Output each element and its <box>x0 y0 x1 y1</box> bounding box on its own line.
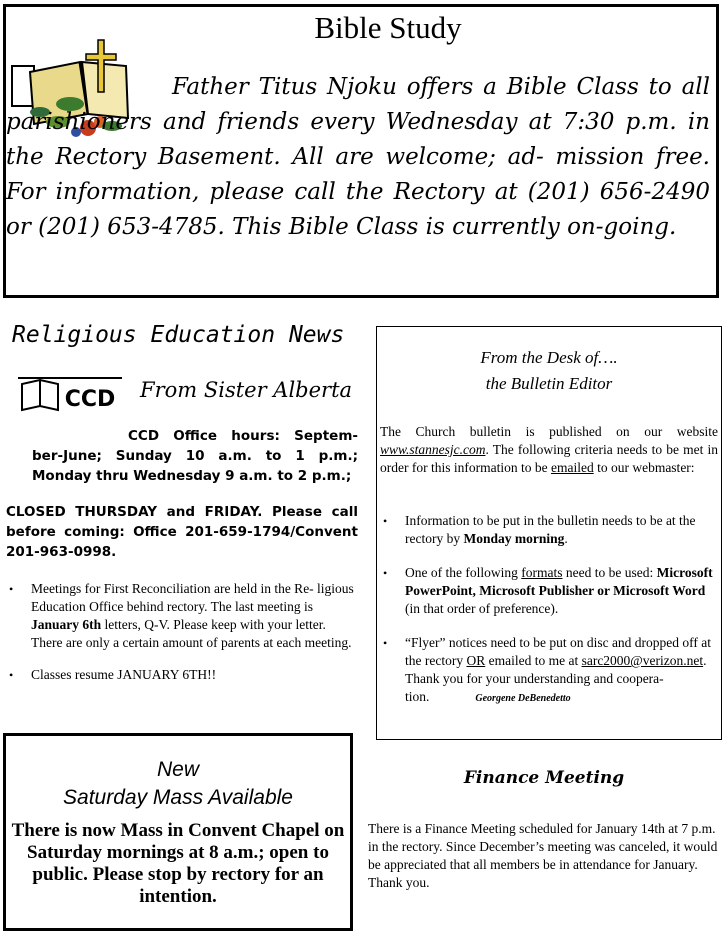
saturday-mass-heading-line1: New <box>156 758 199 781</box>
bible-study-text: Father Titus Njoku offers a Bible Class to all parishioners and friends every Wednesday at 7:30 p.m. in the Rectory Basement. All are welcome; ad- mission free. For information, please call the Rectory at (201) 656-2490 or (201) 653-4785. This Bible Class is currently on-going. <box>6 74 710 240</box>
signature: Georgene DeBenedetto <box>475 693 571 704</box>
email-link[interactable]: sarc2000@verizon.net <box>581 653 704 668</box>
religious-education-notes <box>6 580 358 698</box>
list-item: • “Flyer” notices need to be put on disc and dropped off at the rectory OR emailed to me at sarc2000@verizon.net. Thank you for your understanding and coopera- tion. Georgene DeBenedetto <box>380 634 718 708</box>
finance-meeting-text: There is a Finance Meeting scheduled for January 14th at 7 p.m. in the rectory. Since December’s meeting was canceled, it would be appreciated that all members be in attendance for January. Thank you. <box>368 821 718 890</box>
ccd-logo-text: CCD <box>64 387 116 412</box>
list-item: • Meetings for First Reconciliation are held in the Re- ligious Education Office behind rectory. The last meeting is January 6th letters, Q-V. Please keep with your letter. There are only a certain amount of parents at each meeting. <box>6 580 358 652</box>
website-link[interactable]: www.stannesjc.com <box>380 442 486 457</box>
from-sister-alberta: From Sister Alberta <box>140 378 353 402</box>
saturday-mass-heading-line2: Saturday Mass Available <box>63 786 293 809</box>
list-item: • Information to be put in the bulletin needs to be at the rectory by Monday morning. <box>380 512 718 548</box>
list-item: • Classes resume JANUARY 6TH!! <box>6 666 358 684</box>
bulletin-editor-intro: The Church bulletin is published on our website www.stannesjc.com. The following criteria needs to be met in order for this information to be emailed to our webmaster: <box>380 424 718 475</box>
religious-education-title: Religious Education News <box>12 322 345 348</box>
bulletin-editor-criteria <box>380 512 718 724</box>
saturday-mass-text: There is now Mass in Convent Chapel on Saturday mornings at 8 a.m.; open to public. Please stop by rectory for an intention. <box>11 820 345 907</box>
ccd-office-hours: CCD Office hours: Septem- ber-June; Sunday 10 a.m. to 1 p.m.; Monday thru Wednesday 9 a.m. to 2 p.m.; <box>32 428 358 484</box>
thanks-text: Thank you for your understanding and coopera- tion. <box>405 671 664 704</box>
closed-notice: CLOSED THURSDAY and FRIDAY. Please call before coming: Office 201-659-1794/Convent 201-963-0998. <box>6 504 358 560</box>
list-item: • One of the following formats need to be used: Microsoft PowerPoint, Microsoft Publisher or Microsoft Word (in that order of preference). <box>380 564 718 618</box>
ccd-book-logo-icon <box>18 376 122 414</box>
bulletin-editor-title-line2: the Bulletin Editor <box>485 374 613 393</box>
bible-study-title: Bible Study <box>314 10 462 45</box>
finance-meeting-title: Finance Meeting <box>463 768 625 788</box>
bulletin-editor-title-line1: From the Desk of…. <box>480 348 618 367</box>
